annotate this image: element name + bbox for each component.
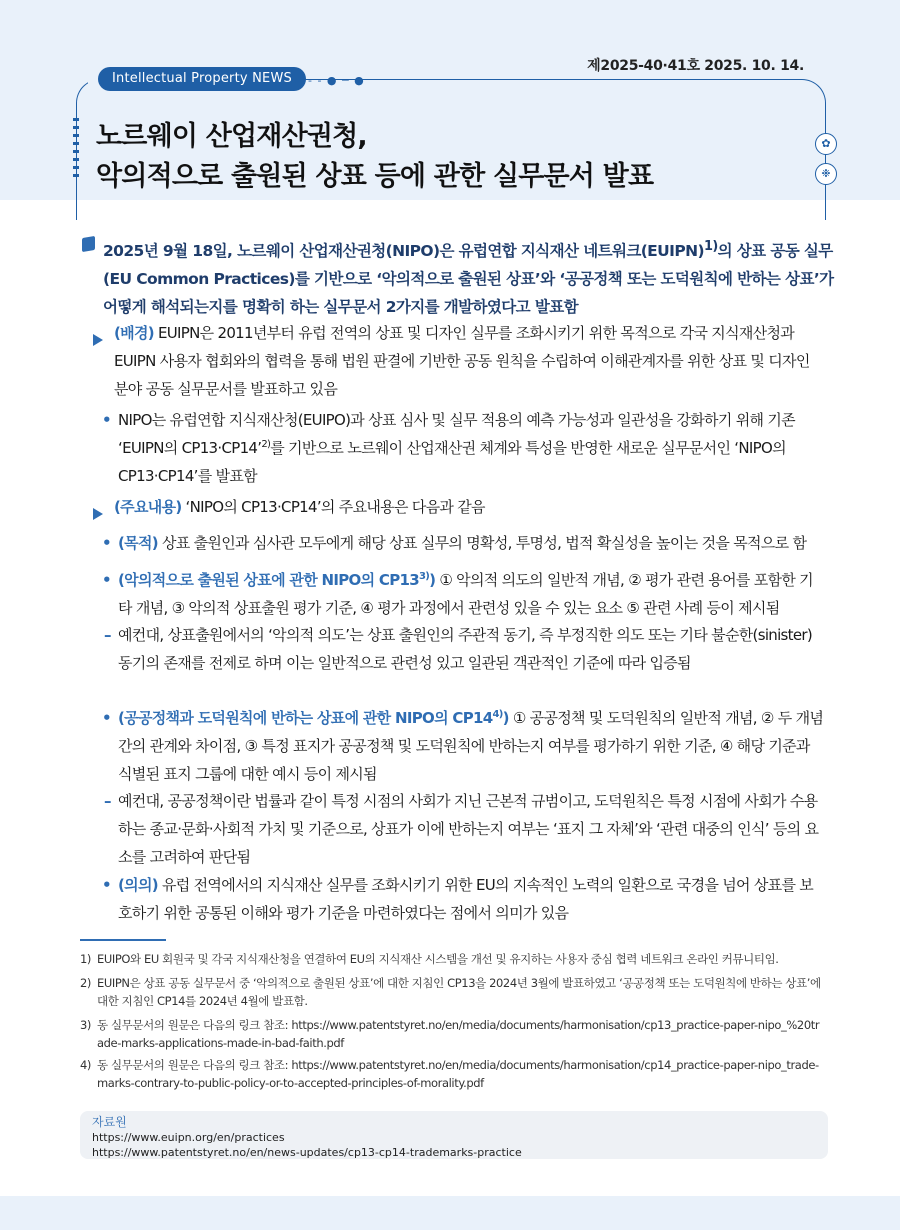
- bullet-dot-icon: •: [102, 534, 111, 552]
- list-item: • NIPO는 유럽연합 지식재산청(EUIPO)과 상표 심사 및 실무 적용의 예측 가능성과 일관성을 강화하기 위해 기존 ‘EUIPN의 CP13·CP14’$^{2)}$를 기반으로 노르웨이 산업재산권 체계와 특성을 반영한 새로운 실무문서인 ‘NIPO의 CP13·CP14’를 발표함: [102, 406, 826, 490]
- lead-paragraph: 2025년 9월 18일, 노르웨이 산업재산권청(NIPO)은 유럽연합 지식재산 네트워크(EUIPN)$^{1)}$의 상표 공동 실무(EU Common Practices)를 기반으로 ‘악의적으로 출원된 상표’와 ‘공공정책 또는 도덕원칙에 반하는 상표’가 어떻게 해석되는지를 명확히 하는 실무문서 2가지를 개발하였다고 발표함: [80, 233, 836, 321]
- section-main-contents: (주요내용) ‘NIPO의 CP13·CP14’의 주요내용은 다음과 같음: [93, 493, 826, 521]
- issue-number: 제2025-40·41호 2025. 10. 14.: [587, 58, 804, 74]
- list-item: • (목적) 상표 출원인과 심사관 모두에게 해당 상표 실무의 명확성, 투명성, 법적 확실성을 높이는 것을 목적으로 함: [102, 529, 826, 557]
- footer-band: [0, 1196, 900, 1230]
- bullet-dot-icon: •: [102, 571, 111, 589]
- triangle-icon: [93, 501, 103, 529]
- footnote: 3) 동 실무문서의 원문은 다음의 링크 참조: https://www.patentstyret.no/en/media/documents/harmonisation/cp13_practice-paper-nipo_%20trade-marks-applications-made-in-bad-faith.pdf: [80, 1018, 820, 1050]
- footnote: 2) EUIPN은 상표 공동 실무문서 중 ‘악의적으로 출원된 상표’에 대한 지침인 CP13을 2024년 3월에 발표하였고 ‘공공정책 또는 도덕원칙에 반하는 상표’에 대한 지침인 CP14를 2024년 4월에 발표함.: [80, 976, 821, 1008]
- frame-dots: - - ● ─ ●: [308, 74, 365, 87]
- source-link[interactable]: https://www.euipn.org/en/practices: [92, 1131, 285, 1144]
- title-line-1: 노르웨이 산업재산권청,: [96, 121, 367, 152]
- source-box: [80, 1111, 828, 1159]
- source-label: 자료원: [92, 1115, 127, 1129]
- list-item: • (공공정책과 도덕원칙에 반하는 상표에 관한 NIPO의 CP14$^{4)}$) ① 공공정책 및 도덕원칙의 일반적 개념, ② 두 개념 간의 관계와 차이점, ③ 특정 표지가 공공정책 및 도덕원칙에 반하는지 여부를 평가하기 위한 기준, ④ 해당 기준과 식별된 표지 그룹에 대한 예시 등이 제시됨: [102, 704, 826, 788]
- frame-dashes: [73, 118, 79, 180]
- section-background: (배경) EUIPN은 2011년부터 유럽 전역의 상표 및 디자인 실무를 조화시키기 위한 목적으로 각국 지식재산청과 EUIPN 사용자 협회와의 협력을 통해 법원 판결에 기반한 공동 원칙을 수립하여 이해관계자를 위한 상표 및 디자인 분야 공동 실무문서를 발표하고 있음: [93, 319, 826, 403]
- globe-icon: ✿: [815, 133, 837, 155]
- dash-icon: –: [104, 626, 111, 644]
- footnote-ref: 1): [703, 239, 718, 254]
- footnote-divider: [80, 939, 166, 941]
- footnote: 4) 동 실무문서의 원문은 다음의 링크 참조: https://www.patentstyret.no/en/media/documents/harmonisation/cp14_practice-paper-nipo_trade-marks-contrary-to-public-policy-or-to-accepted-principles-of-morality.pdf: [80, 1058, 819, 1090]
- list-item: • (악의적으로 출원된 상표에 관한 NIPO의 CP13$^{3)}$) ① 악의적 의도의 일반적 개념, ② 평가 관련 용어를 포함한 기타 개념, ③ 악의적 상표출원 평가 기준, ④ 평가 과정에서 관련성 있을 수 있는 요소 ⑤ 관련 사례 등이 제시됨: [102, 566, 826, 622]
- title-line-2: 악의적으로 출원된 상표 등에 관한 실무문서 발표: [96, 161, 654, 192]
- newsletter-badge: Intellectual Property NEWS: [98, 67, 306, 91]
- footnote-ref: 4): [492, 709, 503, 720]
- source-link[interactable]: https://www.patentstyret.no/en/news-updates/cp13-cp14-trademarks-practice: [92, 1146, 522, 1159]
- footnote-ref: 3): [418, 571, 430, 582]
- bullet-dot-icon: •: [102, 709, 111, 727]
- example-item: – 예컨대, 상표출원에서의 ‘악의적 의도’는 상표 출원인의 주관적 동기, 즉 부정직한 의도 또는 기타 불순한(sinister) 동기의 존재를 전제로 하며 이는 일반적으로 관련성 있고 일관된 객관적인 기준에 따라 입증됨: [104, 621, 826, 677]
- dash-icon: –: [104, 792, 111, 810]
- example-item: – 예컨대, 공공정책이란 법률과 같이 특정 시점의 사회가 지닌 근본적 규범이고, 도덕원칙은 특정 시점에 사회가 수용하는 종교·문화·사회적 가치 및 기준으로, 상표가 이에 반하는지 여부는 ‘표지 그 자체’와 ‘관련 대중의 인식’ 등의 요소를 고려하여 판단됨: [104, 787, 826, 871]
- footnote: 1) EUIPO와 EU 회원국 및 각국 지식재산청을 연결하여 EU의 지식재산 시스템을 개선 및 유지하는 사용자 중심 협력 네트워크 온라인 커뮤니티임.: [80, 952, 779, 966]
- footnote-ref: 2): [261, 439, 271, 450]
- bullet-dot-icon: •: [102, 876, 111, 894]
- triangle-icon: [93, 327, 103, 355]
- network-icon: ❉: [815, 163, 837, 185]
- list-item: • (의의) 유럽 전역에서의 지식재산 실무를 조화시키기 위한 EU의 지속적인 노력의 일환으로 국경을 넘어 상표를 보호하기 위한 공통된 이해와 평가 기준을 마련하였다는 점에서 의미가 있음: [102, 871, 826, 927]
- cube-icon: [82, 236, 95, 252]
- page-title: [96, 117, 653, 197]
- bullet-dot-icon: •: [102, 411, 111, 429]
